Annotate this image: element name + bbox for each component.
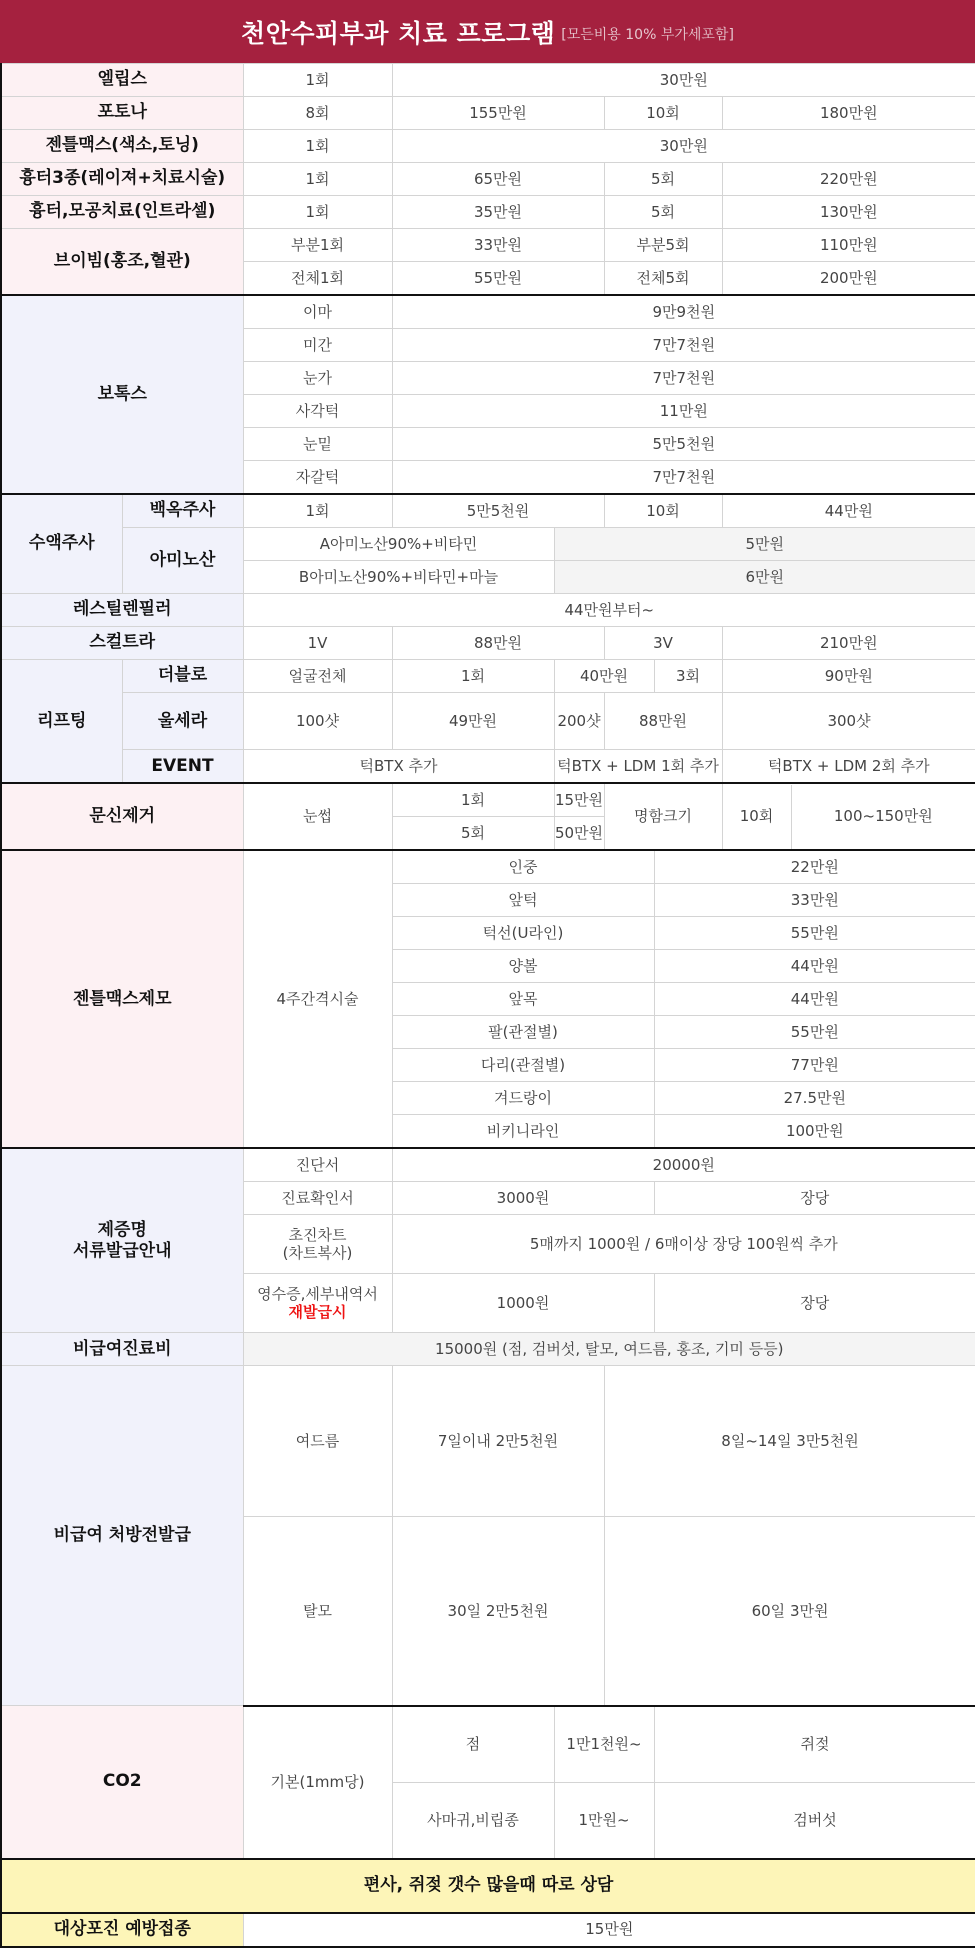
label-rx: 비급여 처방전발급: [1, 1366, 243, 1706]
cell: 1회: [392, 660, 554, 693]
cell: 팔(관절별): [392, 1016, 654, 1049]
cell: 15만원: [243, 1913, 975, 1947]
cell: 눈가: [243, 362, 392, 395]
docs-label-2: 서류발급안내: [73, 1241, 172, 1261]
cell: 양볼: [392, 950, 654, 983]
cell: 명함크기: [604, 783, 722, 850]
cell: 9만9천원: [392, 295, 975, 329]
cell: 진단서: [243, 1148, 392, 1182]
cell: 자갈턱: [243, 461, 392, 495]
tattoo-count-price: [722, 783, 975, 850]
cell: [243, 1215, 392, 1274]
cell: 장당: [654, 1274, 975, 1333]
cell: 30만원: [392, 64, 975, 97]
cell: 22만원: [654, 850, 975, 884]
cell: 진료확인서: [243, 1182, 392, 1215]
cell: 5회: [604, 196, 722, 229]
label-gentlemax-hair: 젠틀맥스제모: [1, 850, 243, 1148]
row-nonpay: [1, 1333, 975, 1366]
cell: 88만원: [604, 693, 722, 750]
cell: 7만7천원: [392, 362, 975, 395]
label-doublo: 더블로: [122, 660, 243, 693]
row-ellips: [1, 64, 975, 97]
cell: 1회: [243, 163, 392, 196]
cell: 15만원: [554, 783, 604, 817]
cell: 1V: [243, 627, 392, 660]
row-iv-baekok: [1, 494, 975, 528]
chart-name-2: (차트복사): [283, 1244, 353, 1262]
cell: 1회: [243, 130, 392, 163]
cell: 1회: [243, 64, 392, 97]
cell: 사마귀,비립종: [392, 1782, 554, 1859]
cell: 5만원: [554, 528, 975, 561]
cell: 1만원~: [554, 1782, 654, 1859]
cell: 60일 3만원: [604, 1517, 975, 1706]
cell: 155만원: [392, 97, 604, 130]
label-nonpay: 비급여진료비: [1, 1333, 243, 1366]
row-shingles: [1, 1913, 975, 1947]
label-shingles: 대상포진 예방접종: [1, 1913, 243, 1947]
cell: 탈모: [243, 1517, 392, 1706]
cell: 얼굴전체: [243, 660, 392, 693]
chart-name-1: 초진차트: [289, 1226, 347, 1244]
cell: 27.5만원: [654, 1082, 975, 1115]
label-lifting: 리프팅: [1, 660, 122, 784]
cell: 88만원: [392, 627, 604, 660]
cell: 33만원: [392, 229, 604, 262]
cell: 20000원: [392, 1148, 975, 1182]
cell: 3회: [654, 660, 722, 693]
cell: 부분1회: [243, 229, 392, 262]
row-fotona: [1, 97, 975, 130]
cell: 여드름: [243, 1366, 392, 1517]
row-scar-pore: [1, 196, 975, 229]
cell: 10회: [604, 494, 722, 528]
cell: 비키니라인: [392, 1115, 654, 1149]
row-vbeam-1: [1, 229, 975, 262]
cell: 점: [392, 1706, 554, 1783]
label-co2: CO2: [1, 1706, 243, 1859]
cell: 7일이내 2만5천원: [392, 1366, 604, 1517]
cell: 5만5천원: [392, 494, 604, 528]
label-vbeam: 브이빔(홍조,혈관): [1, 229, 243, 296]
row-lifting-doublo: [1, 660, 975, 693]
cell: 6만원: [554, 561, 975, 594]
docs-label-1: 제증명: [98, 1220, 147, 1240]
cell: 이마: [243, 295, 392, 329]
cell: 3000원: [392, 1182, 654, 1215]
cell: 7만7천원: [392, 329, 975, 362]
row-gentlemax-color: [1, 130, 975, 163]
label-baekok: 백옥주사: [122, 494, 243, 528]
row-co2-1: [1, 1706, 975, 1783]
cell: 40만원: [554, 660, 654, 693]
cell: 쥐젖: [654, 1706, 975, 1783]
label-iv: 수액주사: [1, 494, 122, 594]
cell: 턱BTX + LDM 1회 추가: [554, 750, 722, 784]
row-lifting-ulthera: [1, 693, 975, 750]
row-rx-acne: [1, 1366, 975, 1517]
cell: 210만원: [722, 627, 975, 660]
cell: 장당: [654, 1182, 975, 1215]
cell: 다리(관절별): [392, 1049, 654, 1082]
cell: 5만5천원: [392, 428, 975, 461]
cell: A아미노산90%+비타민: [243, 528, 554, 561]
cell: 55만원: [654, 917, 975, 950]
cell: 겨드랑이: [392, 1082, 654, 1115]
label-sculptra: 스컬트라: [1, 627, 243, 660]
cell: 35만원: [392, 196, 604, 229]
cell: 눈썹: [243, 783, 392, 850]
cell: 10회: [723, 785, 792, 849]
cell: 55만원: [654, 1016, 975, 1049]
cell: 인중: [392, 850, 654, 884]
label-docs: [1, 1148, 243, 1333]
cell: 전체5회: [604, 262, 722, 296]
cell: 턱선(U라인): [392, 917, 654, 950]
cell: 100샷: [243, 693, 392, 750]
cell: 기본(1mm당): [243, 1706, 392, 1859]
cell: 300샷: [722, 693, 975, 750]
cell: 15000원 (점, 검버섯, 탈모, 여드름, 홍조, 기미 등등): [243, 1333, 975, 1366]
cell: 턱BTX 추가: [243, 750, 554, 784]
label-event: EVENT: [122, 750, 243, 784]
cell: 55만원: [392, 262, 604, 296]
cell: 5매까지 1000원 / 6매이상 장당 100원씩 추가: [392, 1215, 975, 1274]
cell: 1회: [243, 494, 392, 528]
consult-note: 편사, 쥐젖 갯수 많을때 따로 상담: [1, 1859, 975, 1913]
cell: 5회: [392, 817, 554, 851]
price-table: [0, 63, 975, 1948]
cell: 220만원: [722, 163, 975, 196]
cell: 90만원: [722, 660, 975, 693]
cell: 1000원: [392, 1274, 654, 1333]
cell: 10회: [604, 97, 722, 130]
row-hair-1: [1, 850, 975, 884]
cell: 전체1회: [243, 262, 392, 296]
label-fotona: 포토나: [1, 97, 243, 130]
label-restylane: 레스틸렌필러: [1, 594, 243, 627]
cell: 100만원: [654, 1115, 975, 1149]
cell: 4주간격시술: [243, 850, 392, 1148]
cell: 180만원: [722, 97, 975, 130]
label-tattoo: 문신제거: [1, 783, 243, 850]
label-gentlemax-color: 젠틀맥스(색소,토닝): [1, 130, 243, 163]
cell: 1회: [392, 783, 554, 817]
cell: 130만원: [722, 196, 975, 229]
cell: 턱BTX + LDM 2회 추가: [722, 750, 975, 784]
label-botox: 보톡스: [1, 295, 243, 494]
row-note: [1, 1859, 975, 1913]
label-scar3: 흉터3종(레이져+치료시술): [1, 163, 243, 196]
row-scar3: [1, 163, 975, 196]
cell: 앞턱: [392, 884, 654, 917]
receipt-reissue: 재발급시: [289, 1303, 347, 1321]
cell: 65만원: [392, 163, 604, 196]
cell: 200샷: [554, 693, 604, 750]
cell: 8회: [243, 97, 392, 130]
cell: 11만원: [392, 395, 975, 428]
row-tattoo-1: [1, 783, 975, 817]
cell: 33만원: [654, 884, 975, 917]
cell: 30일 2만5천원: [392, 1517, 604, 1706]
row-sculptra: [1, 627, 975, 660]
cell: 100~150만원: [792, 807, 975, 826]
cell: 44만원: [654, 950, 975, 983]
cell: [243, 1274, 392, 1333]
row-lifting-event: [1, 750, 975, 784]
cell: 사각턱: [243, 395, 392, 428]
cell: 눈밑: [243, 428, 392, 461]
label-ulthera: 울세라: [122, 693, 243, 750]
cell: 200만원: [722, 262, 975, 296]
cell: 44만원: [722, 494, 975, 528]
row-docs-diag: [1, 1148, 975, 1182]
page-title: 천안수피부과 치료 프로그램: [241, 14, 555, 50]
row-botox-1: [1, 295, 975, 329]
cell: 44만원: [654, 983, 975, 1016]
cell: 3V: [604, 627, 722, 660]
label-scar-pore: 흉터,모공치료(인트라셀): [1, 196, 243, 229]
cell: B아미노산90%+비타민+마늘: [243, 561, 554, 594]
cell: 검버섯: [654, 1782, 975, 1859]
cell: 부분5회: [604, 229, 722, 262]
cell: 5회: [604, 163, 722, 196]
cell: 1만1천원~: [554, 1706, 654, 1783]
cell: 49만원: [392, 693, 554, 750]
cell: 미간: [243, 329, 392, 362]
label-ellips: 엘립스: [1, 64, 243, 97]
page-header: [0, 0, 975, 63]
cell: 1회: [243, 196, 392, 229]
cell: 30만원: [392, 130, 975, 163]
cell: 앞목: [392, 983, 654, 1016]
row-restylane: [1, 594, 975, 627]
cell: 8일~14일 3만5천원: [604, 1366, 975, 1517]
cell: 110만원: [722, 229, 975, 262]
cell: 44만원부터~: [243, 594, 975, 627]
vat-note: [모든비용 10% 부가세포함]: [561, 24, 734, 44]
label-amino: 아미노산: [122, 528, 243, 594]
cell: 77만원: [654, 1049, 975, 1082]
cell: 7만7천원: [392, 461, 975, 495]
cell: 50만원: [554, 817, 604, 851]
row-iv-amino-a: [1, 528, 975, 561]
receipt-name-1: 영수증,세부내역서: [257, 1285, 378, 1303]
